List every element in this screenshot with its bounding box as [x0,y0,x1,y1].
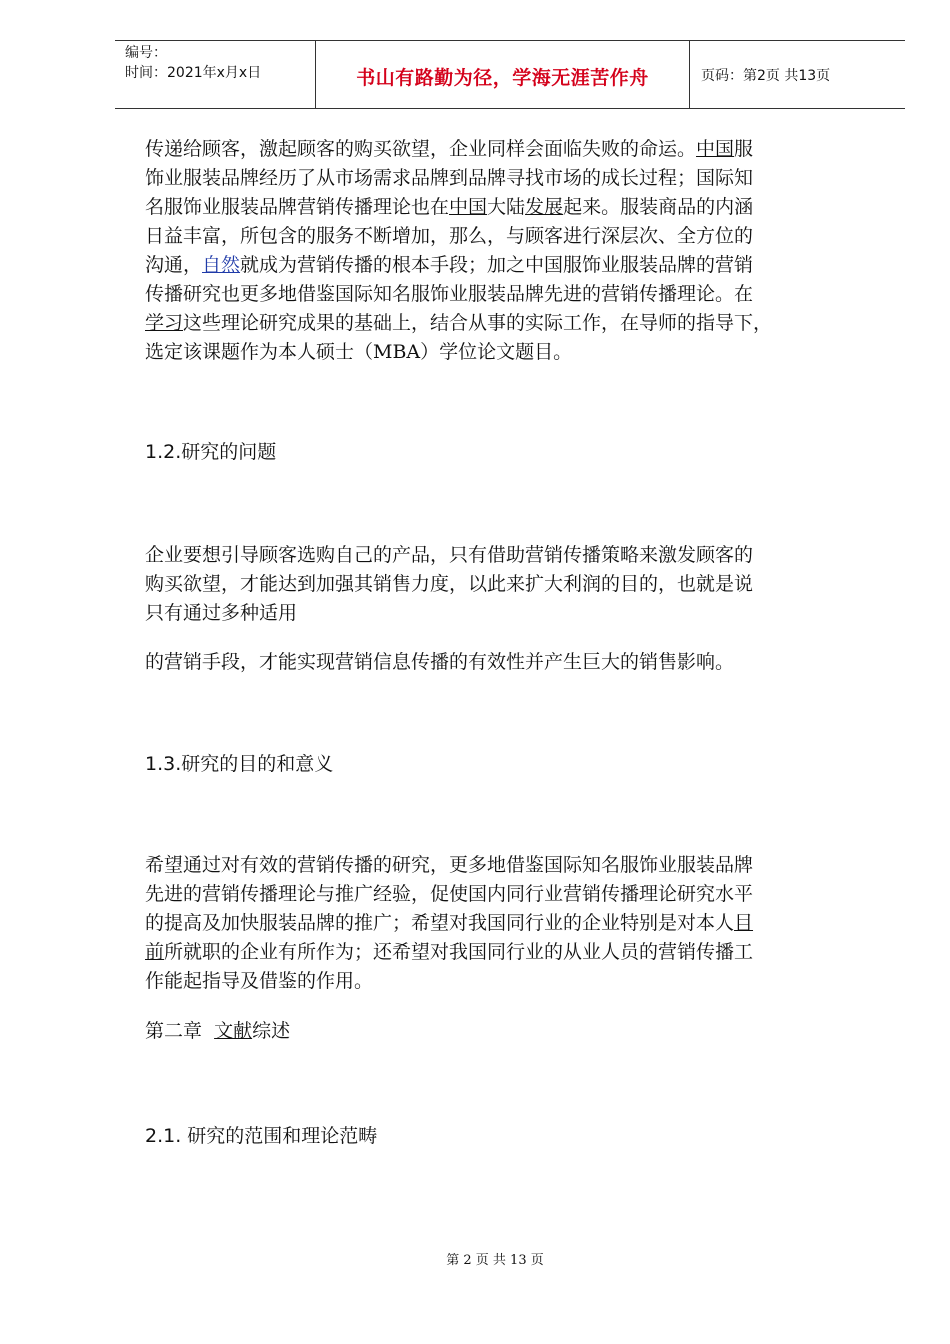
text: 只有通过多种适用 [145,602,298,624]
underlined-term[interactable]: 中国 [696,138,735,160]
header-motto: 书山有路勤为径，学海无涯苦作舟 [356,67,649,89]
header-meta [125,43,261,83]
text: 先进的营销传播理论与推广经验，促使国内同行业营销传播理论研究水平 [145,883,754,905]
header-time: 时间：2021年x月x日 [125,65,262,81]
page-header [115,40,905,109]
section-title: 研究的问题 [181,441,277,463]
text: 企业要想引导顾客选购自己的产品，只有借助营销传播策略来激发顾客的 [145,544,754,566]
text: 的营销手段，才能实现营销信息传播的有效性并产生巨大的销售影响。 [145,651,735,673]
section-heading-1-2 [145,437,276,464]
underlined-term[interactable]: 文献 [214,1020,253,1042]
paragraph-problem [145,541,875,628]
chapter-heading-2 [145,1017,875,1046]
text: 的提高及加快服装品牌的推广；希望对我国同行业的企业特别是对本人 [145,912,735,934]
text: 名服饰业服装品牌营销传播理论也在 [145,196,450,218]
section-heading-2-1 [145,1121,377,1148]
text: 起来。服装商品的内涵 [563,196,754,218]
underlined-term[interactable]: 中国 [449,196,488,218]
text: 大陆 [487,196,526,218]
text: 这些理论研究成果的基础上，结合从事的实际工作，在导师的指导下， [183,312,773,334]
hyperlink[interactable]: 自然 [202,254,241,276]
text: 传递给顾客，激起顾客的购买欲望，企业同样会面临失败的命运。 [145,138,697,160]
chapter-title: 综述 [252,1020,291,1042]
chapter-prefix: 第二章 [145,1020,215,1042]
underlined-term[interactable]: 前 [145,941,165,963]
page-footer: 第 2 页 共 13 页 [446,1253,544,1268]
paragraph-intro [145,135,875,367]
section-number: 1.2. [145,441,182,463]
text: 希望通过对有效的营销传播的研究，更多地借鉴国际知名服饰业服装品牌 [145,854,754,876]
text: 所就职的企业有所作为；还希望对我国同行业的从业人员的营销传播工 [164,941,754,963]
paragraph-problem-cont [145,648,875,677]
text: 就成为营销传播的根本手段；加之中国服饰业服装品牌的营销 [240,254,754,276]
underlined-term[interactable]: 学习 [145,312,184,334]
text: 饰业服装品牌经历了从市场需求品牌到品牌寻找市场的成长过程；国际知 [145,167,754,189]
section-title: 研究的目的和意义 [181,753,334,775]
text: 沟通， [145,254,203,276]
section-heading-1-3 [145,749,333,776]
underlined-term[interactable]: 目 [734,912,754,934]
text: 购买欲望，才能达到加强其销售力度，以此来扩大利润的目的，也就是说 [145,573,754,595]
text: 作能起指导及借鉴的作用。 [145,970,374,992]
header-divider [689,41,690,108]
text: 服 [734,138,754,160]
section-number: 2.1. [145,1125,188,1147]
header-page-info: 页码：第2页 共13页 [701,68,831,84]
header-number: 编号： [125,45,167,61]
section-title: 研究的范围和理论范畴 [187,1125,378,1147]
section-number: 1.3. [145,753,182,775]
text: 传播研究也更多地借鉴国际知名服饰业服装品牌先进的营销传播理论。在 [145,283,754,305]
text: 选定该课题作为本人硕士（MBA）学位论文题目。 [145,341,573,363]
text: 日益丰富，所包含的服务不断增加，那么，与顾客进行深层次、全方位的 [145,225,754,247]
underlined-term[interactable]: 发展 [525,196,564,218]
paragraph-purpose [145,851,875,996]
